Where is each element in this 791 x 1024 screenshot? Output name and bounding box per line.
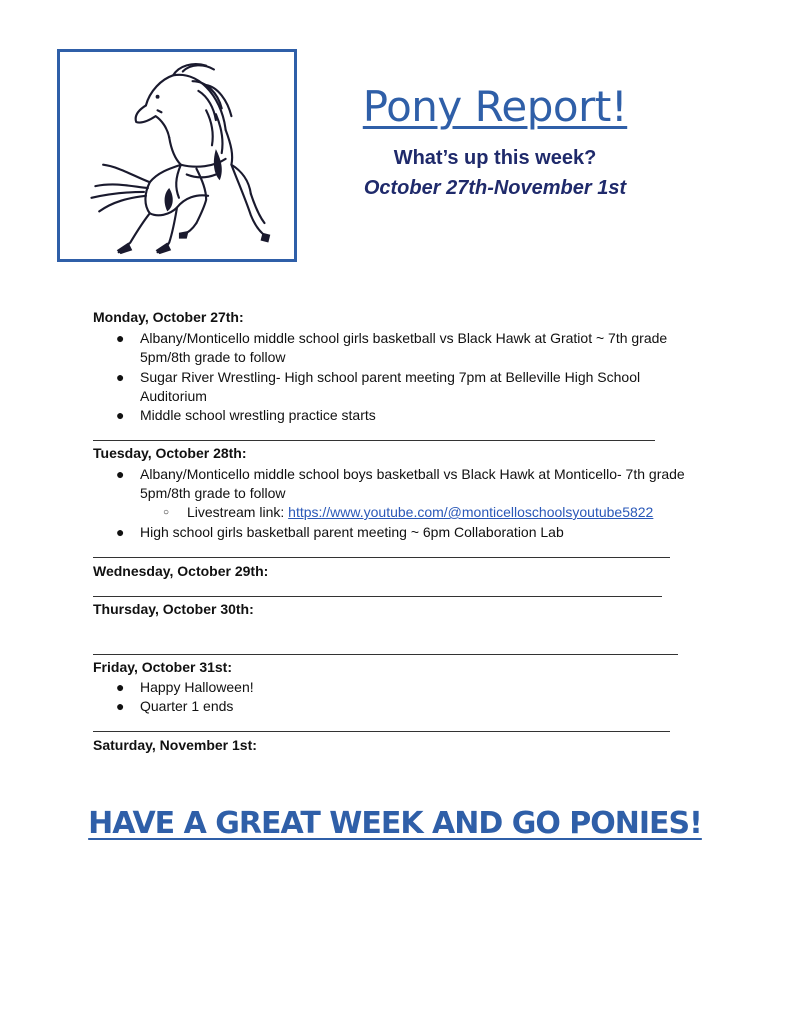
livestream-label: Livestream link: <box>187 504 289 520</box>
bullet-icon: ● <box>116 369 125 385</box>
divider <box>93 596 662 597</box>
bullet-icon: ● <box>116 330 125 346</box>
list-item-text: Middle school wrestling practice starts <box>140 407 376 423</box>
list-item-text: Happy Halloween! <box>140 679 254 695</box>
bullet-icon: ● <box>116 524 125 540</box>
hollow-bullet-icon: ○ <box>163 507 170 518</box>
page-title: Pony Report! <box>362 82 628 131</box>
list-item-text: Albany/Monticello middle school girls basketball vs Black Hawk at Gratiot ~ 7th grade 5pm/8th grade to follow <box>140 330 668 365</box>
monday-heading: Monday, October 27th: <box>93 309 244 325</box>
divider <box>93 557 670 558</box>
friday-heading: Friday, October 31st: <box>93 659 233 675</box>
bullet-icon: ● <box>116 407 125 423</box>
wednesday-heading: Wednesday, October 29th: <box>93 563 269 579</box>
bullet-icon: ● <box>116 466 125 482</box>
thursday-heading: Thursday, October 30th: <box>93 601 254 617</box>
list-item-text: Sugar River Wrestling- High school parent meeting 7pm at Belleville High School Auditorium <box>140 369 641 404</box>
divider <box>93 654 678 655</box>
week-dates: October 27th-November 1st <box>363 177 627 199</box>
saturday-heading: Saturday, November 1st: <box>93 737 257 753</box>
livestream-link[interactable]: https://www.youtube.com/@monticelloschoolsyoutube5822 <box>288 504 654 520</box>
bullet-icon: ● <box>116 679 125 695</box>
list-item-text: Albany/Monticello middle school boys basketball vs Black Hawk at Monticello- 7th grade 5pm/8th grade to follow <box>140 466 685 501</box>
divider <box>93 440 655 441</box>
footer-message: HAVE A GREAT WEEK AND GO PONIES! <box>88 806 702 841</box>
sub-list-item-text <box>187 503 707 522</box>
divider <box>93 731 670 732</box>
bullet-icon: ● <box>116 698 125 714</box>
list-item-text: High school girls basketball parent meeting ~ 6pm Collaboration Lab <box>140 524 564 540</box>
list-item-text: Quarter 1 ends <box>140 698 234 714</box>
page-subtitle: What’s up this week? <box>393 147 597 169</box>
tuesday-heading: Tuesday, October 28th: <box>93 445 247 461</box>
